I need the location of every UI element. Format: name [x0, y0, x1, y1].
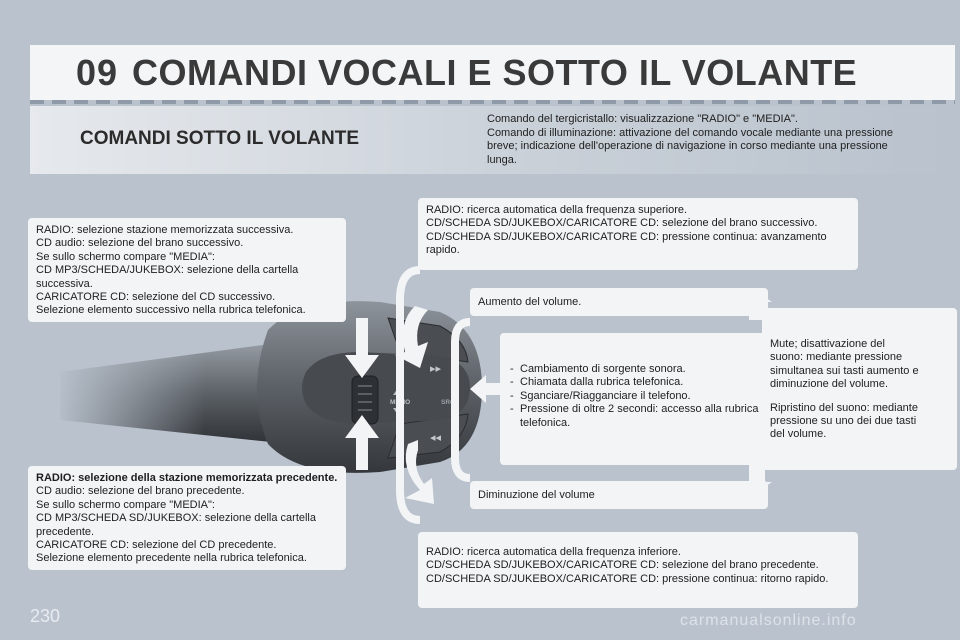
callout-line: suono: mediante pressione	[770, 351, 903, 364]
callout-line: simultanea sui tasti aumento e	[770, 364, 919, 377]
callout-line: CD/SCHEDA SD/JUKEBOX/CARICATORE CD: selezione del brano successivo.	[426, 217, 818, 230]
callout-line: CARICATORE CD: selezione del CD precedente.	[36, 539, 277, 552]
callout-line: Ripristino del suono: mediante	[770, 401, 918, 414]
intro-line: breve; indicazione dell'operazione di navigazione in corso mediante una pressione	[487, 140, 888, 153]
chapter-number: 09	[76, 52, 119, 93]
source-list	[508, 363, 760, 430]
callout-line: Se sullo schermo compare "MEDIA":	[36, 498, 215, 511]
callout-line: RADIO: ricerca automatica della frequenza superiore.	[426, 204, 688, 216]
source-callout	[500, 333, 768, 465]
seek-down-callout	[418, 532, 858, 608]
callout-line: CD audio: selezione del brano precedente.	[36, 485, 245, 498]
src-label: SRC	[441, 399, 455, 406]
list-item: - Chiamata dalla rubrica telefonica.	[508, 376, 760, 389]
next-icon: ▸▸	[430, 362, 442, 375]
callout-line: CD/SCHEDA SD/JUKEBOX/CARICATORE CD: selezione del brano precedente.	[426, 559, 819, 572]
mute-callout	[762, 308, 957, 470]
seek-up-callout	[418, 198, 858, 270]
next-preset-callout	[28, 218, 346, 322]
callout-line: successiva.	[36, 277, 93, 290]
intro-line: Comando di illuminazione: attivazione del comando vocale mediante una pressione	[487, 126, 894, 139]
callout-line: diminuzione del volume.	[770, 378, 889, 391]
volume-thumbwheel	[352, 376, 378, 424]
callout-heading: RADIO: selezione della stazione memorizzata precedente.	[36, 472, 338, 484]
intro-line: Comando del tergicristallo: visualizzazione "RADIO" e "MEDIA".	[487, 113, 798, 125]
callout-line: CD/SCHEDA SD/JUKEBOX/CARICATORE CD: pressione continua: ritorno rapido.	[426, 572, 829, 585]
callout-line: precedente.	[36, 525, 95, 538]
callout-line: RADIO: ricerca automatica della frequenza inferiore.	[426, 546, 681, 558]
list-item: - Pressione di oltre 2 secondi: accesso alla rubrica telefonica.	[508, 403, 760, 430]
control-panel	[302, 352, 470, 424]
section-title: COMANDI SOTTO IL VOLANTE	[80, 128, 360, 149]
callout-line: Aumento del volume.	[478, 296, 582, 308]
list-item: - Cambiamento di sorgente sonora.	[508, 363, 760, 376]
callout-line: CD/SCHEDA SD/JUKEBOX/CARICATORE CD: pressione continua: avanzamento	[426, 230, 827, 243]
callout-line: Se sullo schermo compare "MEDIA":	[36, 250, 215, 263]
watermark: carmanualsonline.info	[680, 612, 857, 629]
prev-icon: ◂◂	[430, 431, 442, 444]
callout-line: pressione su uno dei due tasti	[770, 415, 917, 428]
callout-line: Mute; disattivazione del	[770, 338, 885, 350]
page-number: 230	[30, 606, 61, 626]
list-item: - Sganciare/Riagganciare il telefono.	[508, 390, 760, 403]
volume-up-callout	[470, 288, 768, 316]
callout-line: Diminuzione del volume	[478, 489, 595, 501]
callout-line: CD MP3/SCHEDA SD/JUKEBOX: selezione della cartella	[36, 512, 316, 525]
callout-line: rapido.	[426, 244, 460, 257]
callout-line: CD audio: selezione del brano successivo.	[36, 237, 244, 250]
chapter-title: COMANDI VOCALI E SOTTO IL VOLANTE	[132, 52, 858, 93]
prev-preset-callout	[28, 466, 346, 570]
intro-line: lunga.	[487, 153, 517, 166]
callout-line: CD MP3/SCHEDA/JUKEBOX: selezione della cartella	[36, 264, 299, 277]
callout-line: Selezione elemento successivo nella rubrica telefonica.	[36, 304, 306, 317]
callout-line: CARICATORE CD: selezione del CD successivo.	[36, 291, 276, 304]
callout-line: RADIO: selezione stazione memorizzata successiva.	[36, 224, 294, 236]
callout-line: del volume.	[770, 428, 827, 441]
callout-line: Selezione elemento precedente nella rubrica telefonica.	[36, 552, 307, 565]
memo-label: MEMO	[390, 399, 411, 406]
volume-down-callout	[470, 481, 768, 509]
